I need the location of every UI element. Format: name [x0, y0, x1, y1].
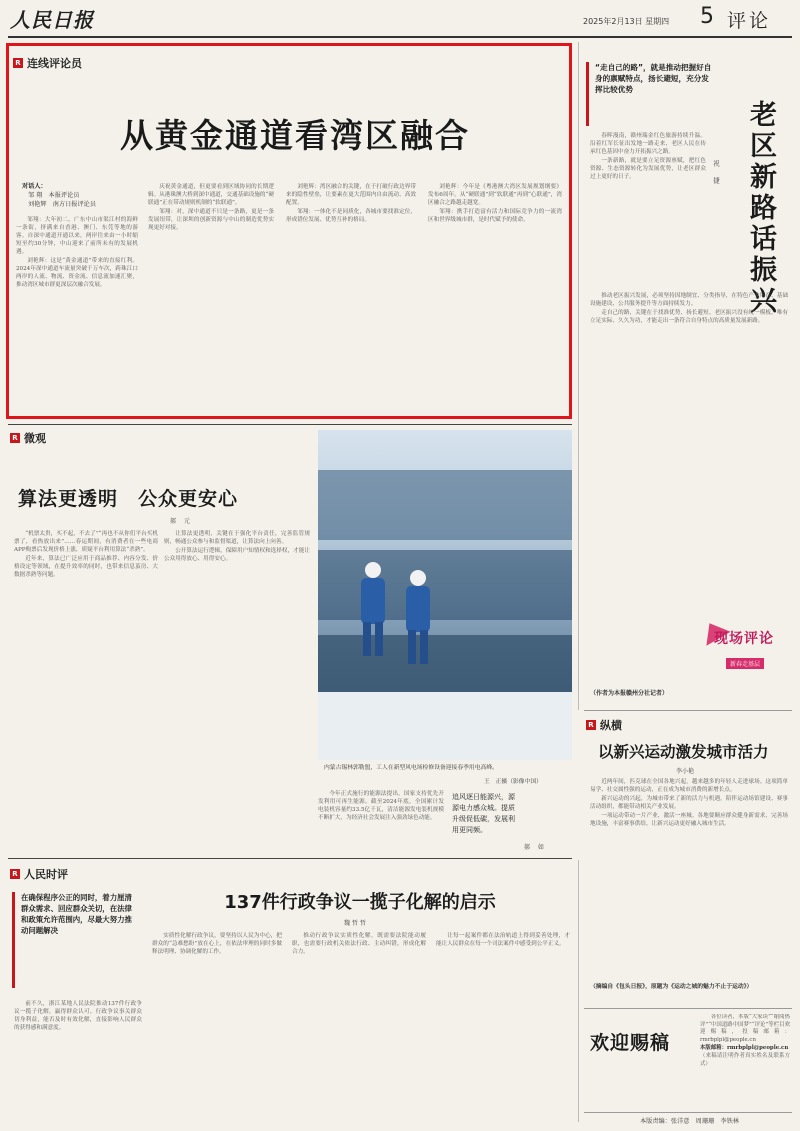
photo-side-para: 今年正式施行的能源法提出，国家支持优先开发利用可再生能源。截至2024年底，全国累计发电装机容量约33.5亿千瓦，清洁能源发电装机规模不断扩大，为经济社会发展注入强劲绿色动能。 — [318, 791, 444, 821]
lead-col1-para: 邹翔：大年初二，广东中山市渠江村的海鲜一条街，挤满来自香港、澳门、东莞等地的游客。自深中通道开通以来，两岸往来由一小时缩短至约30分钟，中山迎来了前所未有的发展机遇。 — [16, 217, 138, 255]
lead-col-4 — [428, 183, 562, 412]
stamp-title: 现场评论 — [714, 631, 774, 647]
footer-rule — [584, 1112, 792, 1113]
bottom-column-divider — [578, 860, 579, 1122]
renmin-para: 让每一起案件都在法治轨道上得到妥善处理，才能让人民群众在每一个司法案件中感受到公平正义。 — [436, 933, 570, 947]
lead-col4-para: 刘艳辉：今年是《粤港澳大湾区发展规划纲要》发布6周年。从“硬联通”到“软联通”再到“心联通”，湾区融合之路越走越宽。 — [428, 184, 562, 206]
welcome-para: 各位读者，本版“大家谈”“缩阅热评”“中国道路中国梦”“评论”等栏目欢迎赐稿，投稿邮箱：rmrbplpl@people.cn — [700, 1014, 790, 1043]
issue-date: 2025年2月13日 星期四 — [583, 17, 670, 26]
weiguan-para: 近年来，算法已广泛应用于商品推荐、内容分发、价格设定等领域，在提升效率的同时，也带来信息茧房、大数据杀熟等问题。 — [14, 556, 158, 578]
weiguan-para: 公开算法运行逻辑，保障用户知情权和选择权，才能让公众用得放心、用得安心。 — [164, 548, 310, 562]
masthead — [0, 0, 800, 36]
column-logo-icon: R — [13, 58, 23, 68]
renmin-para: 实质性化解行政争议，要坚持以人民为中心，把群众的“急难愁盼”放在心上，在依法审理的同时多做释法明理、协调化解的工作。 — [152, 933, 282, 955]
participant-2: 刘艳辉 南方日报评论员 — [28, 201, 97, 208]
renmin-para: 前不久，浙江某地人民法院推动137件行政争议一揽子化解，赢得群众认可。行政争议事关群众切身利益，能否及时有效化解，直接影响人民群众的获得感和满意度。 — [14, 1001, 142, 1031]
section-name: 评论 — [727, 10, 772, 32]
weiguan-col-1 — [14, 530, 158, 850]
news-photo — [318, 430, 572, 760]
lead-col3-para: 刘艳辉：湾区融合的关键，在于打破行政边界带来的隐性壁垒，让要素在更大范围内自由流动、高效配置。 — [286, 184, 416, 206]
solar-panel-row — [318, 635, 572, 695]
right-quote-box — [586, 62, 714, 126]
right-quote: “走自己的路”，就是推动把握好自身的禀赋特点，扬长避短，充分发挥比较优势 — [595, 63, 712, 94]
renmin-col-4 — [436, 932, 570, 1118]
lead-participants — [22, 182, 96, 209]
zongheng-column-tag — [586, 717, 622, 733]
weiguan-top-rule — [8, 424, 572, 425]
right-column-divider — [578, 42, 579, 710]
weiguan-label: 微观 — [24, 432, 46, 445]
right-para: 一条新路，就是要立足资源禀赋，把红色资源、生态资源转化为发展优势，让老区群众过上更好的日子。 — [590, 158, 706, 180]
photo-poem-author: 郝 如 — [524, 844, 547, 851]
right-headline: 老区新路话振兴 — [745, 100, 776, 317]
stamp-subtitle: 新春走基层 — [726, 658, 764, 669]
right-para: 走自己的路，关键在于找准优势、扬长避短。老区振兴没有统一模板，唯有立足实际、久久为功，才能走出一条符合自身特点的高质量发展新路。 — [590, 310, 788, 324]
renmin-para: 推动行政争议实质性化解，既需要法院能动履职，也需要行政机关依法行政、主动纠错，形成化解合力。 — [292, 933, 426, 955]
welcome-contact: （来稿请注明作者真实姓名及联系方式） — [700, 1052, 790, 1067]
zongheng-headline: 以新兴运动激发城市活力 — [598, 743, 769, 761]
photo-illustration — [318, 430, 572, 760]
renmin-col-3 — [292, 932, 426, 1118]
welcome-email: 本版邮箱：rmrbplpl@people.cn — [700, 1045, 789, 1052]
zongheng-para: 新兴运动的兴起，为城市带来了新的活力与机遇。陪伴运动场馆建设、赛事活动组织，都能带动相关产业发展。 — [590, 796, 788, 810]
lead-col1-para: 刘艳辉：这是“黄金通道”带来的直接红利。2024年深中通道车流量突破千万车次，跨珠江口两岸的人流、物流、资金流、信息流加速汇聚，推动湾区城市群更深层次融合发展。 — [16, 258, 138, 288]
zongheng-body — [590, 778, 788, 978]
lead-headline: 从黄金通道看湾区融合 — [120, 116, 470, 155]
renmin-byline: 魏哲哲 — [344, 920, 369, 927]
right-body-top — [590, 132, 706, 282]
renmin-top-rule — [8, 858, 572, 859]
lead-col-2 — [148, 183, 274, 412]
participants-label: 对话人： — [22, 183, 47, 190]
snow-ground — [318, 692, 572, 760]
lead-col-3 — [286, 183, 416, 412]
renmin-col-2 — [152, 932, 282, 1118]
lead-col3-para: 邹翔：一体化不是同质化，各城市要找准定位，形成错位发展、优势互补的格局。 — [286, 209, 416, 223]
renmin-headline: 137件行政争议一揽子化解的启示 — [224, 892, 496, 913]
zongheng-byline: 李小艳 — [676, 768, 695, 775]
solar-panel-row — [318, 470, 572, 540]
lead-column-label: 连线评论员 — [27, 57, 82, 70]
masthead-rule — [8, 36, 792, 38]
renmin-col-1 — [14, 1000, 142, 1118]
right-byline: 祝 捷 — [712, 160, 720, 188]
lead-col4-para: 邹翔：携手打造富有活力和国际竞争力的一流湾区和世界级城市群，是时代赋予的使命。 — [428, 209, 562, 223]
renmin-column-tag — [10, 866, 68, 882]
weiguan-column-tag — [10, 430, 46, 446]
welcome-divider — [584, 1008, 792, 1009]
solar-panel-row — [318, 550, 572, 620]
footer-editors: 本版责编：张洋意 周珊珊 李铁林 — [640, 1118, 739, 1125]
zongheng-para: 一项运动带动一片产业，激活一座城。各地要顺应群众健身新需求，完善场地设施，丰富赛事供给，让新兴运动更好融入城市生活。 — [590, 813, 788, 827]
xianchang-stamp — [700, 620, 786, 678]
weiguan-headline: 算法更透明 公众更安心 — [18, 488, 239, 510]
right-para: 春晖漫南，赣州瑞金红色旅游持续升温。沿着红军长征出发地一路走来，老区人民在传承红色基因中奋力开拓振兴之路。 — [590, 133, 706, 155]
zongheng-para: 近两年间，匹克球在全国各地兴起，越来越多的年轻人走进球场。这项简单易学、社交属性强的运动，正在成为城市消费的新增长点。 — [590, 779, 788, 793]
photo-credit: 王 正摄（影像中国） — [484, 779, 542, 785]
weiguan-byline: 郝 元 — [170, 518, 193, 525]
photo-side-text — [318, 790, 444, 852]
weiguan-para: 让算法更透明，关键在于强化平台责任，完善监管规则，畅通公众参与和监督渠道，让算法向上向善。 — [164, 531, 310, 545]
right-divider — [584, 710, 792, 711]
renmin-pull-quote: 在确保程序公正的同时，着力厘清群众需求、回应群众关切，在法律和政策允许范围内，尽最大努力推动问题解决 — [21, 893, 132, 935]
renmin-label: 人民时评 — [24, 868, 68, 881]
column-logo-icon: R — [10, 433, 20, 443]
right-para: 推动老区振兴发展，必须坚持因地制宜、分类指导，在特色产业培育、基础设施建设、公共服务提升等方面持续发力。 — [590, 293, 788, 307]
column-logo-icon: R — [10, 869, 20, 879]
zongheng-label: 纵横 — [600, 719, 622, 732]
page-number: 5 — [700, 4, 714, 29]
weiguan-para: “机票太贵，买不起，不去了”“再也不从你们平台买机票了，看热放出来”……春运期间，有消费者在一些电商APP购票后发现价格上涨，质疑平台利用算法“杀熟”。 — [14, 531, 158, 553]
right-body-main — [590, 292, 788, 582]
lead-col2-para: 邹翔：对，深中通道不只是一条路，更是一条发展纽带，让深圳的创新资源与中山的制造优势实现更好对接。 — [148, 209, 274, 231]
photo-poem: 追风逐日能源兴，源源电力感众城。提质升级促低碳，发展利用更同频。 — [452, 793, 515, 834]
right-author-note: （作者为本报赣州分社记者） — [590, 690, 669, 697]
welcome-text — [700, 1014, 790, 1094]
lead-column-tag — [13, 55, 82, 71]
welcome-title: 欢迎赐稿 — [590, 1032, 671, 1054]
lead-col-1 — [16, 216, 138, 412]
newspaper-logo: 人民日报 — [10, 8, 94, 32]
column-logo-icon: R — [586, 720, 596, 730]
photo-caption: 内蒙古锡林郭勒盟，工人在新型风电场检修设备迎接春季用电高峰。 — [324, 765, 498, 771]
zongheng-note: （摘编自《包头日报》，原题为《运动之城的魅力不止于运动》） — [590, 984, 753, 990]
participant-1: 邹 翔 本报评论员 — [28, 192, 80, 199]
lead-col2-para: 庆祝黄金通道，但更要看到区域协同的长期逻辑。从港珠澳大桥到深中通道，交通基础设施的“硬联通”正在带动规则机制的“软联通”。 — [148, 184, 274, 206]
weiguan-col-2 — [164, 530, 310, 850]
renmin-pull-quote-box — [12, 892, 136, 988]
